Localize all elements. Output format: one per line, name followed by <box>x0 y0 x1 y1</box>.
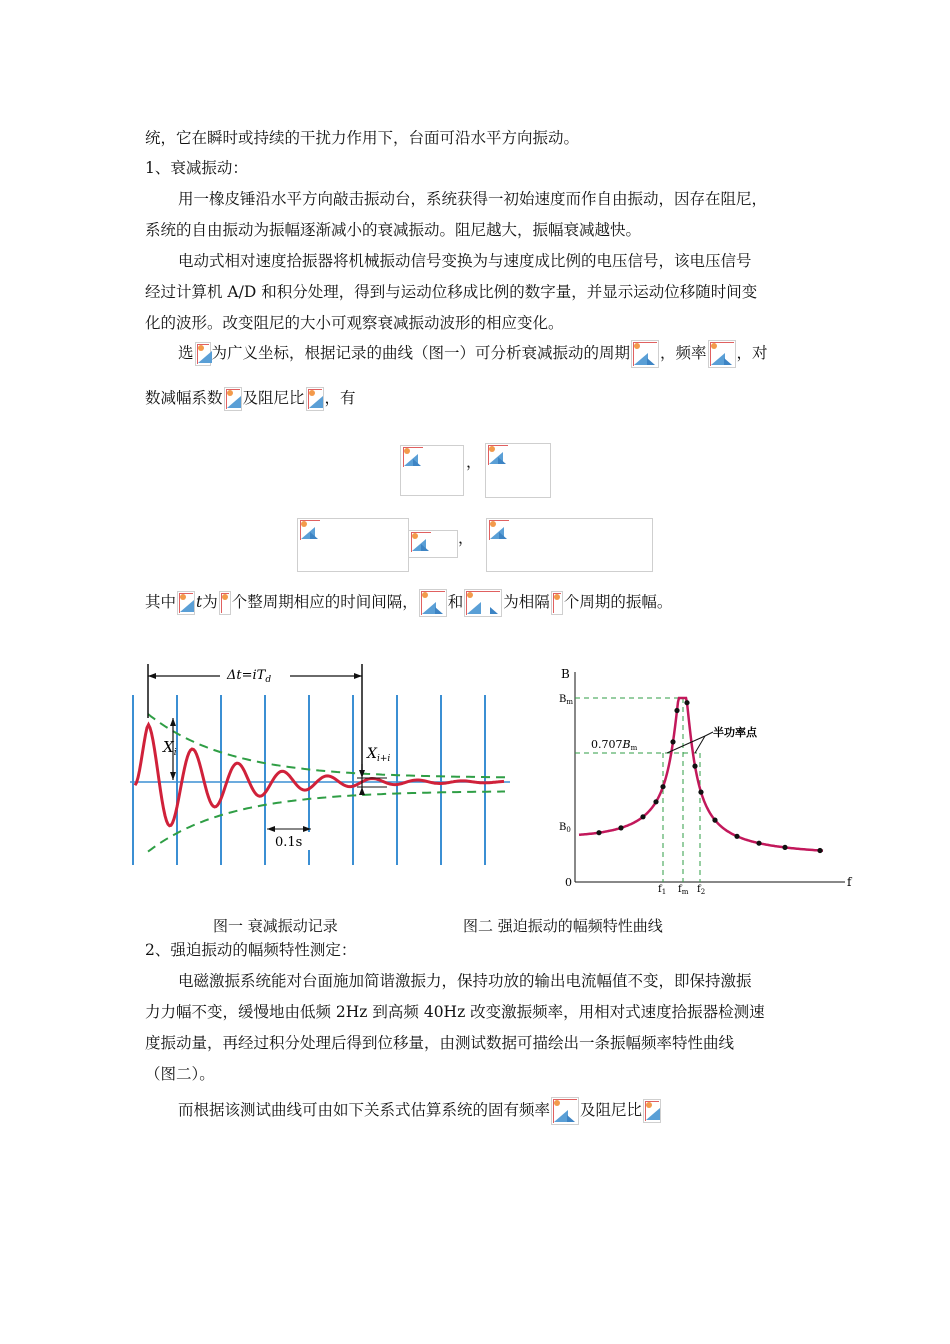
data-point <box>734 834 739 839</box>
text-run: 个周期的振幅。 <box>563 593 673 611</box>
formula-small-box <box>408 530 458 558</box>
resonance-curve <box>579 698 823 851</box>
formula-image-icon <box>410 531 432 553</box>
formula-image-icon <box>195 342 211 366</box>
formula-image-icon <box>551 591 563 615</box>
paragraph-estimate <box>178 1097 662 1125</box>
label-b0: $B_0$ <box>559 822 571 834</box>
label-bm: $B_m$ <box>559 694 573 706</box>
paragraph-forced-b: 力力幅不变，缓慢地由低频 2Hz 到高频 40Hz 改变激振频率，用相对式速度拾振器检测速 <box>145 1003 765 1021</box>
text-run: t <box>196 593 203 611</box>
text-run: ，有 <box>324 389 356 407</box>
paragraph-coordinate-2 <box>145 387 356 411</box>
label-scale: 0.1s <box>275 835 303 850</box>
arrow-head <box>354 673 362 679</box>
text-run: 及阻尼比 <box>242 389 305 407</box>
text-run: 数减幅系数 <box>145 389 223 407</box>
formula-image-icon <box>551 1097 579 1125</box>
comma: ， <box>458 529 474 547</box>
formula-period-box <box>400 445 464 496</box>
figure1-caption: 图一 衰减振动记录 <box>213 917 338 935</box>
text-run: 为广义坐标，根据记录的曲线（图一）可分析衰减振动的周期 <box>211 344 631 362</box>
text-run: ，对 <box>736 344 768 362</box>
data-point <box>684 700 689 705</box>
label-delta-t: $\Delta t=iT_d$ <box>227 668 272 685</box>
label-xi: $X_i$ <box>163 738 177 758</box>
paragraph-damped-2c: 化的波形。改变阻尼的大小可观察衰减振动波形的相应变化。 <box>145 314 564 332</box>
formula-image-icon <box>306 387 324 411</box>
axis-label-y: B <box>561 667 570 681</box>
formula-image-icon <box>487 444 509 466</box>
arrow-head <box>148 673 156 679</box>
figure-damped-vibration <box>125 660 515 885</box>
paragraph-forced-c: 度振动量，再经过积分处理后得到位移量，由测试数据可描绘出一条振幅频率特性曲线 <box>145 1034 735 1052</box>
text-run: 而根据该测试曲线可由如下关系式估算系统的固有频率 <box>178 1101 551 1119</box>
formula-image-icon <box>643 1099 661 1123</box>
figure-amplitude-frequency <box>555 660 860 895</box>
paragraph-continuation: 统，它在瞬时或持续的干扰力作用下，台面可沿水平方向振动。 <box>145 129 580 147</box>
axis-label-x: f <box>847 875 852 889</box>
data-point <box>782 845 787 850</box>
formula-log-decrement-box <box>297 518 409 572</box>
arrow-head <box>170 772 176 780</box>
formula-image-icon <box>402 446 424 468</box>
data-point <box>596 830 601 835</box>
data-point <box>660 784 665 789</box>
formula-image-icon <box>177 591 195 615</box>
label-0707bm: 0.707Bm <box>591 738 638 752</box>
label-xii: $X_{i+i}$ <box>367 746 391 764</box>
formula-image-icon <box>631 340 659 368</box>
formula-image-icon <box>708 340 736 368</box>
data-point <box>653 799 658 804</box>
data-point <box>756 841 761 846</box>
paragraph-where <box>145 589 672 617</box>
text-run: 为 <box>202 593 218 611</box>
formula-image-icon <box>419 589 447 617</box>
comma: ， <box>466 453 482 471</box>
label-f2: $f_2$ <box>697 884 706 895</box>
origin-label: 0 <box>565 876 572 889</box>
section-heading-forced: 2、强迫振动的幅频特性测定： <box>145 941 357 959</box>
data-point <box>670 739 675 744</box>
text-run: 其中 <box>145 593 177 611</box>
paragraph-forced-a: 电磁激振系统能对台面施加简谐激振力，保持功放的输出电流幅值不变，即保持激振 <box>178 972 752 990</box>
text-run: 个整周期相应的时间间隔， <box>231 593 418 611</box>
figure2-caption: 图二 强迫振动的幅频特性曲线 <box>463 917 663 935</box>
text-run: 为相隔 <box>503 593 550 611</box>
data-point <box>698 790 703 795</box>
paragraph-damped-2b: 经过计算机 A/D 和积分处理，得到与运动位移成比例的数字量，并显示运动位移随时间变 <box>145 283 758 301</box>
data-point <box>712 818 717 823</box>
paragraph-damped-1b: 系统的自由振动为振幅逐渐减小的衰减振动。阻尼越大，振幅衰减越快。 <box>145 221 642 239</box>
formula-frequency-box <box>485 443 551 498</box>
formula-image-icon <box>464 589 502 617</box>
data-point <box>640 814 645 819</box>
paragraph-damped-1a: 用一橡皮锤沿水平方向敲击振动台，系统获得一初始速度而作自由振动，因存在阻尼， <box>178 190 768 208</box>
label-fm: $f_m$ <box>678 884 689 895</box>
data-point <box>692 764 697 769</box>
data-point <box>817 848 822 853</box>
data-point <box>674 708 679 713</box>
formula-image-icon <box>219 591 231 615</box>
guide-lines <box>575 698 700 882</box>
formula-image-icon <box>488 519 510 541</box>
formula-damping-ratio-box <box>486 518 653 572</box>
formula-image-icon <box>224 387 242 411</box>
label-f1: $f_1$ <box>658 884 667 895</box>
data-point <box>618 825 623 830</box>
text-run: 及阻尼比 <box>580 1101 643 1119</box>
text-run: ，频率 <box>660 344 707 362</box>
half-power-pointer <box>705 732 713 736</box>
label-half-power: 半功率点 <box>713 726 757 739</box>
text-run: 和 <box>447 593 464 611</box>
paragraph-forced-d: （图二）。 <box>145 1065 215 1083</box>
arrow-head <box>359 787 365 795</box>
text-run: 选 <box>178 344 194 362</box>
paragraph-coordinate <box>178 340 768 368</box>
envelope-lower <box>148 792 505 852</box>
formula-image-icon <box>299 519 321 541</box>
arrow-head <box>170 718 176 726</box>
paragraph-damped-2a: 电动式相对速度拾振器将机械振动信号变换为与速度成比例的电压信号，该电压信号 <box>178 252 752 270</box>
data-points <box>596 700 822 853</box>
arrow-head <box>267 826 275 832</box>
section-heading-damped: 1、衰减振动： <box>145 159 248 177</box>
